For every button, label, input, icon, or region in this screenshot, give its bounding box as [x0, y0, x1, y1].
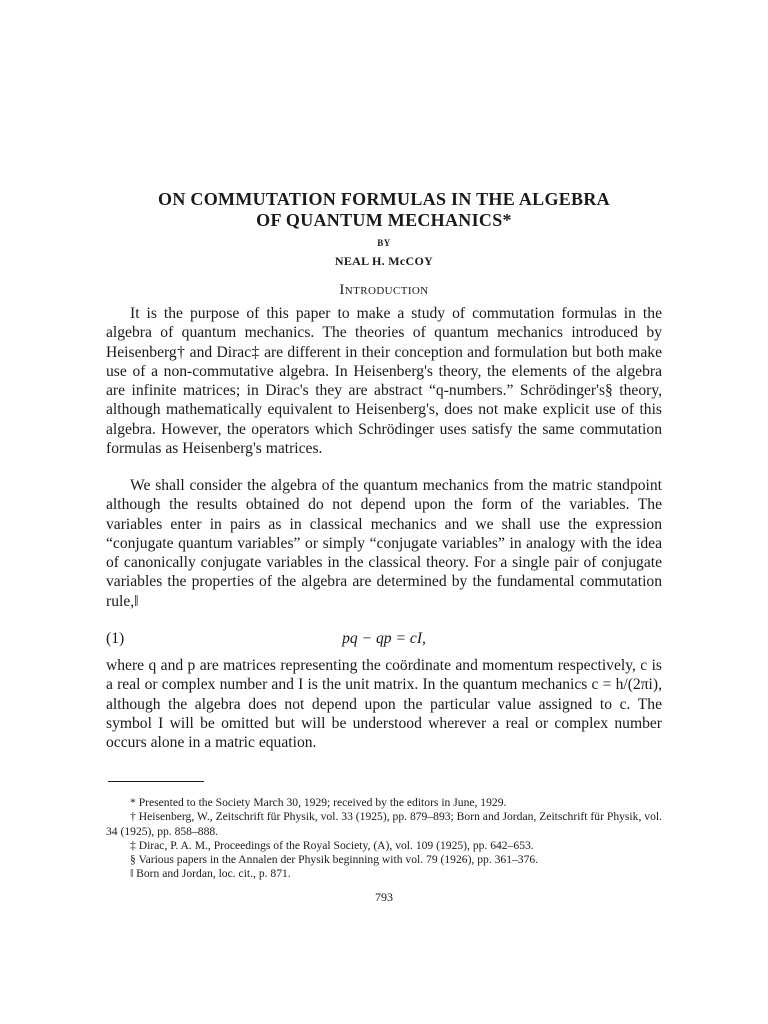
footnote-3: ‡ Dirac, P. A. M., Proceedings of the Royal Society, (A), vol. 109 (1925), pp. 642–653.	[130, 839, 534, 852]
equation-number: (1)	[106, 630, 125, 647]
byline: BY	[377, 238, 391, 248]
paper-title-line-1: ON COMMUTATION FORMULAS IN THE ALGEBRA	[158, 189, 610, 209]
author-name: NEAL H. McCOY	[334, 254, 434, 268]
page-number: 793	[375, 890, 393, 904]
equation-1	[106, 630, 662, 650]
footnote-divider	[108, 781, 204, 782]
footnote-5: ‖ Born and Jordan, loc. cit., p. 871.	[130, 867, 291, 880]
footnote-2: † Heisenberg, W., Zeitschrift für Physik, vol. 33 (1925), pp. 879–893; Born and Jordan, Zeitschrift für Physik, vol. 34 (1925), pp. 858–888.	[106, 810, 662, 838]
paragraph-3: where q and p are matrices representing the coördinate and momentum respectively, c is a real or complex number and I is the unit matrix. In the quantum mechanics c = h/(2πi), although the algebra does not depend upon the particular value assigned to c. The symbol I will be omitted but will be understood wherever a real or complex number occurs alone in a matric equation.	[106, 657, 662, 752]
paragraph-2: We shall consider the algebra of the quantum mechanics from the matric standpoint although the results obtained do not depend upon the form of the variables. The variables enter in pairs as in classical mechanics and we shall use the expression “conjugate quantum variables” or simply “conjugate variables” in analogy with the idea of canonically conjugate variables in the classical theory. For a single pair of conjugate variables the properties of the algebra are determined by the fundamental commutation rule,‖	[106, 477, 662, 610]
section-heading: Introduction	[339, 282, 429, 298]
equation-body: pq − qp = cI,	[342, 630, 426, 647]
footnote-4: § Various papers in the Annalen der Physik beginning with vol. 79 (1926), pp. 361–376.	[130, 853, 539, 866]
paragraph-1: It is the purpose of this paper to make a study of commutation formulas in the algebra of quantum mechanics. The theories of quantum mechanics introduced by Heisenberg† and Dirac‡ are different in their conception and formulation but both make use of a non-commutative algebra. In Heisenberg's theory, the elements of the algebra are infinite matrices; in Dirac's they are abstract “q-numbers.” Schrödinger's§ theory, although mathematically equivalent to Heisenberg's, does not make explicit use of this algebra. However, the operators which Schrödinger uses satisfy the same commutation formulas as Heisenberg's matrices.	[106, 305, 662, 458]
paper-title-line-2: OF QUANTUM MECHANICS*	[256, 210, 512, 230]
footnote-1: * Presented to the Society March 30, 1929; received by the editors in June, 1929.	[130, 796, 507, 809]
